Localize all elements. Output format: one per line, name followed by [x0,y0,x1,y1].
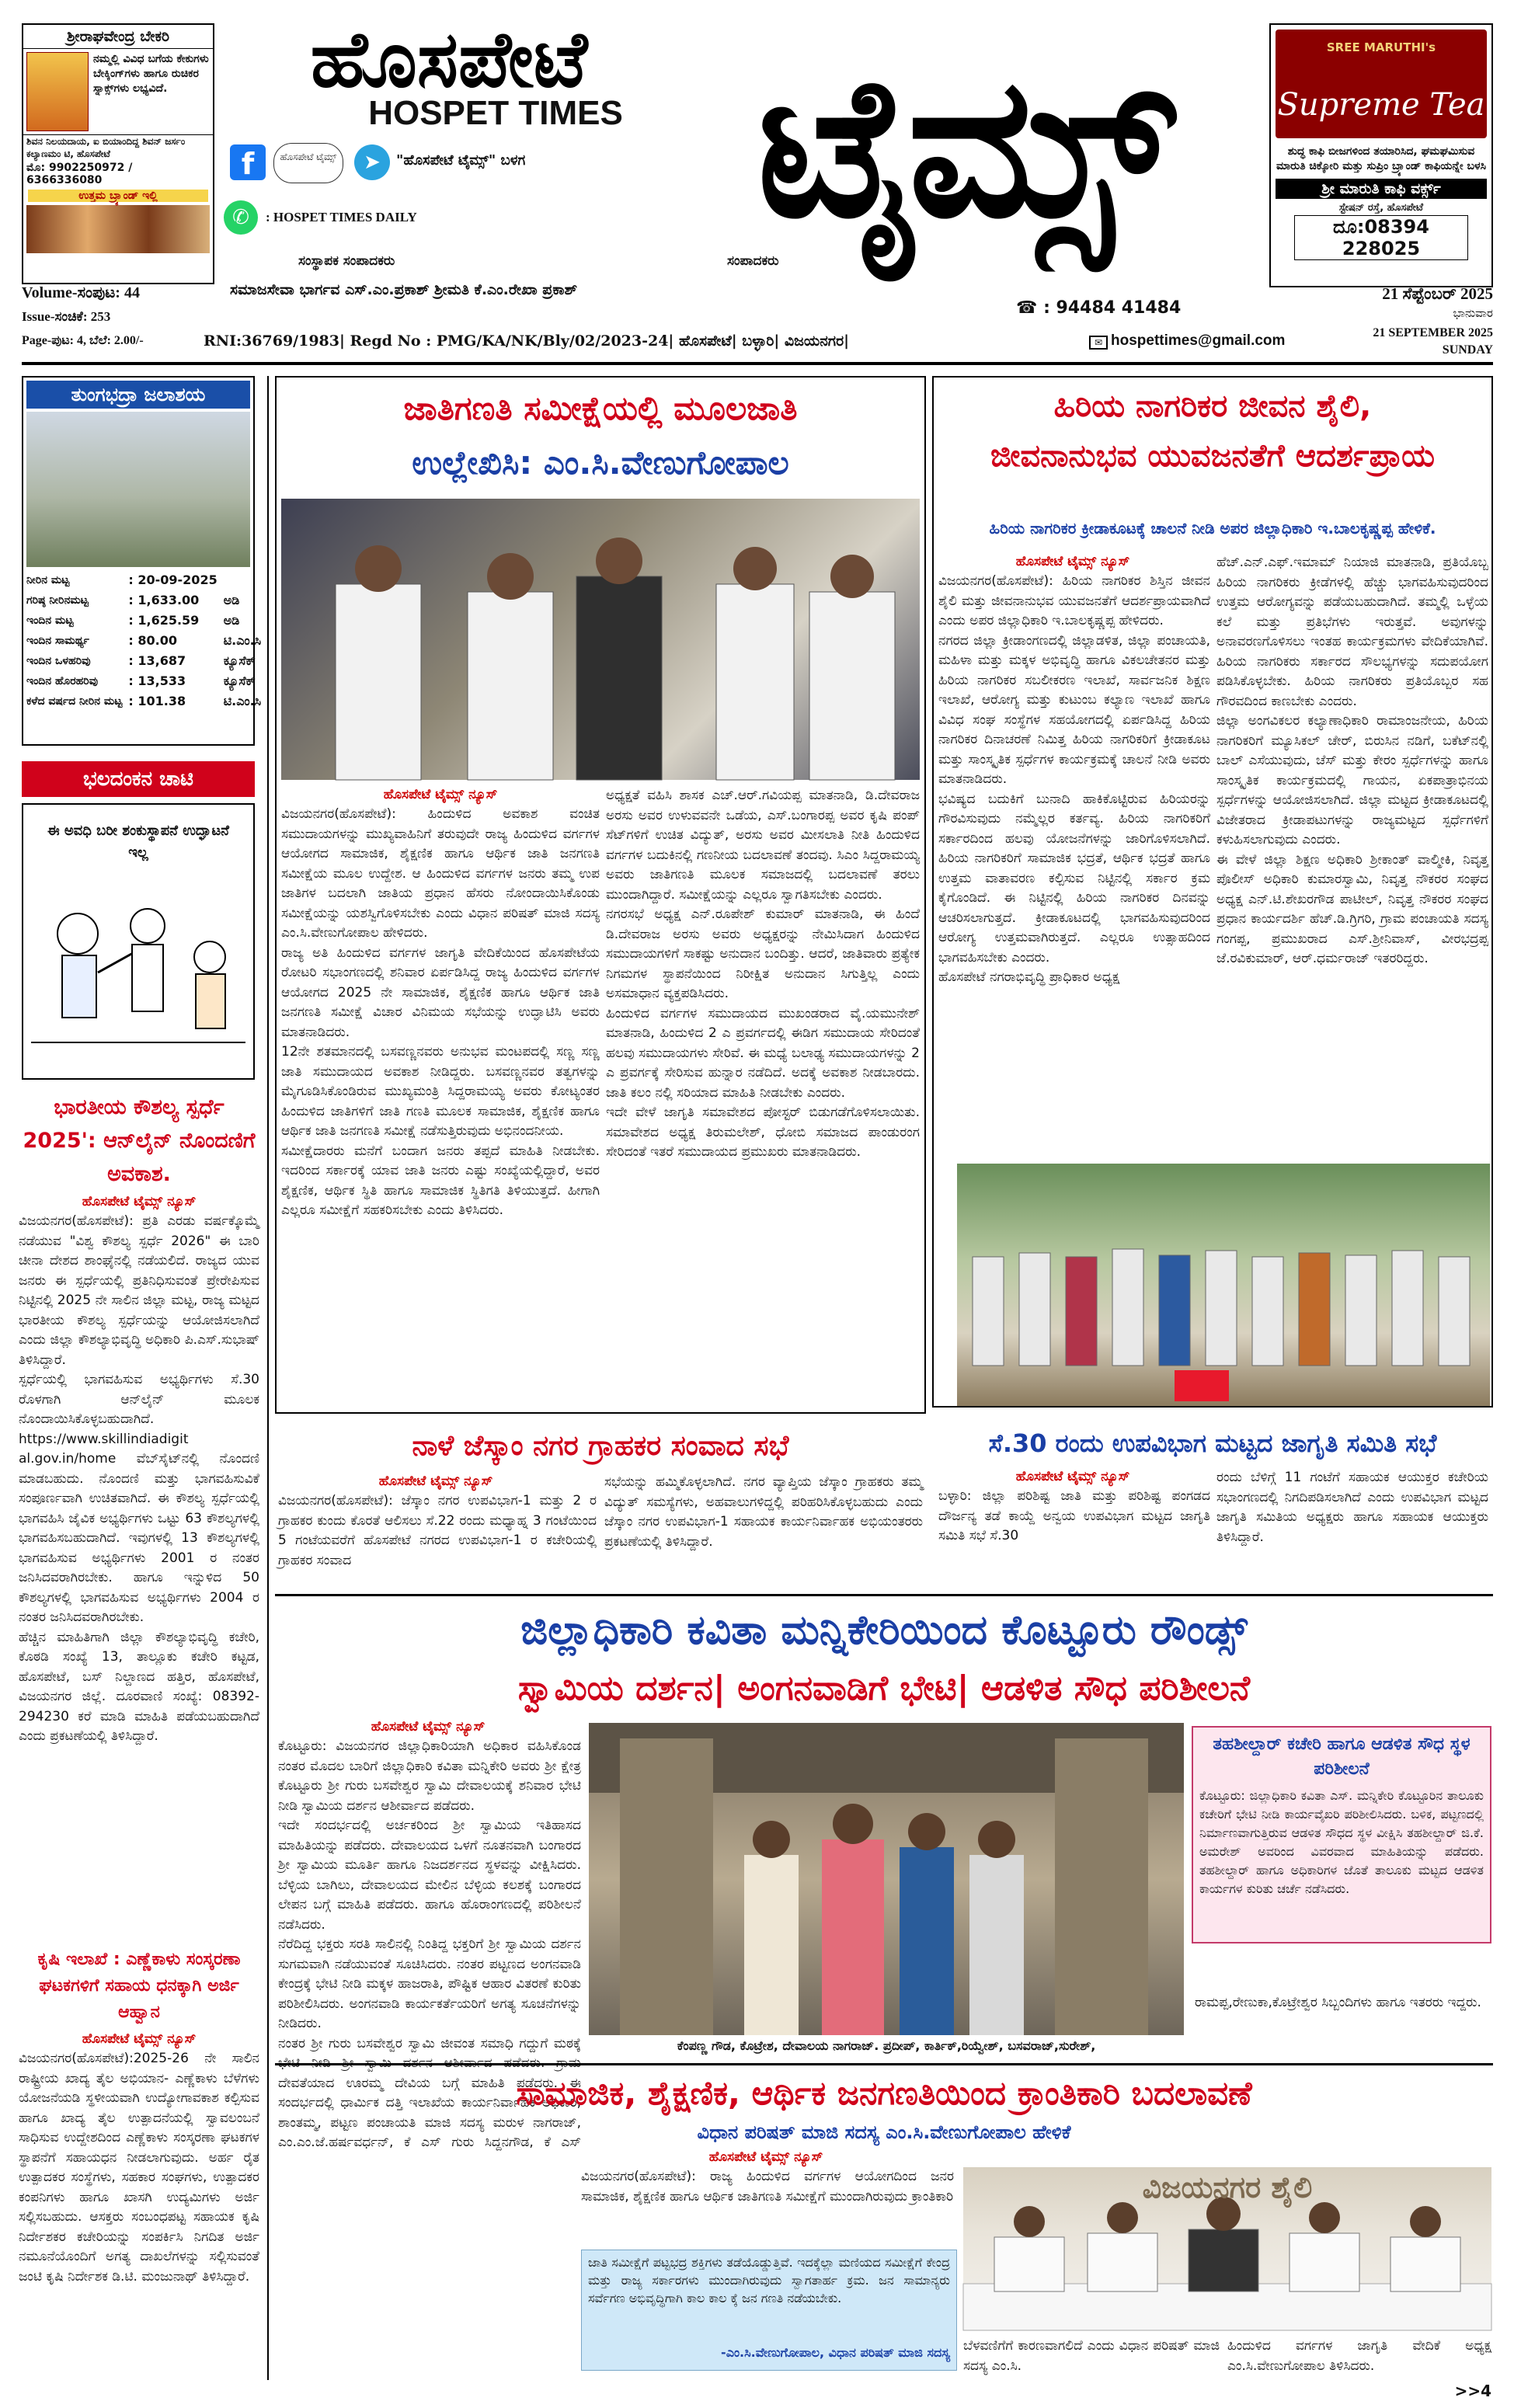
article-collector-photo [589,1723,1184,2035]
collector-top-rule [275,1594,1493,1596]
email: hospettimes@gmail.com [1111,332,1286,349]
dam-stat-value: : 1,625.59 [128,613,200,628]
article-collector-col1: ಕೊಟ್ಟೂರು: ವಿಜಯನಗರ ಜಿಲ್ಲಾಧಿಕಾರಿಯಾಗಿ ಅಧಿಕಾರ ವಹಿಸಿಕೊಂಡ ನಂತರ ಮೊದಲ ಬಾರಿಗೆ ಜಿಲ್ಲಾಧಿಕಾರಿ ಕವಿತಾ ಮನ್ನಿಕೇರಿ ಅವರು ಶ್ರೀ ಕ್ಷೇತ್ರ ಕೊಟ್ಟೂರು ಶ್ರೀ ಗುರು ಬಸವೇಶ್ವರ ಸ್ವಾಮಿ ದೇವಾಲಯಕ್ಕೆ ಶನಿವಾರ ಭೇಟಿ ನೀಡಿ ಸ್ವಾಮಿಯ ದರ್ಶನ ಆಶೀರ್ವಾದ ಪಡೆದರು. ಇದೇ ಸಂದರ್ಭದಲ್ಲಿ ಅರ್ಚಕರಿಂದ ಶ್ರೀ ಸ್ವಾಮಿಯ ಇತಿಹಾಸದ ಮಾಹಿತಿಯನ್ನು ಪಡೆದರು. ದೇವಾಲಯದ ಒಳಗೆ ನೂತನವಾಗಿ ಬಂಗಾರದ ಶ್ರೀ ಸ್ವಾಮಿಯ ಮೂರ್ತಿ ಹಾಗೂ ನಿಜದರ್ಶನದ ಸ್ಥಳವನ್ನು ವೀಕ್ಷಿಸಿದರು. ಬೆಳ್ಳಿಯ ಬಾಗಿಲು, ದೇವಾಲಯದ ಮೇಲಿನ ಬೆಳ್ಳಿಯ ಕಲಶಕ್ಕೆ ಬಂಗಾರದ ಲೇಪನ ಬಗ್ಗೆ ಮಾಹಿತಿ ಪಡೆದರು. ಹಾಗೂ ಹೊರಾಂಗಣದಲ್ಲಿ ಪರಿಶೀಲನೆ ನಡೆಸಿದರು. ನೆರೆದಿದ್ದ ಭಕ್ತರು ಸರತಿ ಸಾಲಿನಲ್ಲಿ ನಿಂತಿದ್ದ ಭಕ್ತರಿಗೆ ಶ್ರೀ ಸ್ವಾಮಿಯ ದರ್ಶನ ಸುಗಮವಾಗಿ ನಡೆಯುವಂತೆ ಸೂಚಿಸಿದರು. ನಂತರ ಪಟ್ಟಣದ ಅಂಗನವಾಡಿ ಕೇಂದ್ರಕ್ಕೆ ಭೇಟಿ ನೀಡಿ ಮಕ್ಕಳ ಹಾಜರಾತಿ, ಪೌಷ್ಟಿಕ ಆಹಾರ ವಿತರಣೆ ಕುರಿತು ಪರಿಶೀಲಿಸಿದರು. ಅಂಗನವಾಡಿ ಕಾರ್ಯಕರ್ತೆಯರಿಗೆ ಅಗತ್ಯ ಸೂಚನೆಗಳನ್ನು ನೀಡಿದರು. ನಂತರ ಶ್ರೀ ಗುರು ಬಸವೇಶ್ವರ ಸ್ವಾಮಿ ಜೀವಂತ ಸಮಾಧಿ ಗದ್ದುಗೆ ಮಠಕ್ಕೆ ದೇವತೆಯಾದ ಊರಮ್ಮ ದೇವಿಯ ಬಗ್ಗೆ ಮಾಹಿತಿ ಪಡೆದರು. ಈ ಸಂದರ್ಭದಲ್ಲಿ ಧಾರ್ಮಿಕ ದತ್ತಿ ಇಲಾಖೆಯ ಕಾರ್ಯನಿರ್ವಾಹಕ ಅಧಿಕಾರಿ, ಶಾಂತಮ್ಮ, ಪಟ್ಟಣ ಪಂಚಾಯತಿ ಮಾಜಿ ಸದಸ್ಯ ಮರುಳ ನಾಗರಾಜ್, ಎಂ.ಎಂ.ಜೆ.ಹರ್ಷವರ್ಧನ್, ಕೆ ಎಸ್ ಗುರು ಸಿದ್ದನಗೌಡ, ಕೆ ಎಸ್ [278,1738,581,2150]
dam-stat-label: ಇಂದಿನ ಹೊರಹರಿವು [26,675,99,687]
article-sep30-headline: ಸೆ.30 ರಂದು ಉಪವಿಭಾಗ ಮಟ್ಟದ ಜಾಗೃತಿ ಸಮಿತಿ ಸಭೆ [988,1428,1437,1458]
article-gescom-byline: ಹೊಸಪೇಟೆ ಟೈಮ್ಸ್ ನ್ಯೂಸ್ [378,1474,493,1489]
article-census-col2: ಬೆಳವಣಿಗೆಗೆ ಕಾರಣವಾಗಲಿದೆ ಎಂದು ವಿಧಾನ ಪರಿಷತ್ ಮಾಜಿ ಸದಸ್ಯ ಎಂ.ಸಿ. [963,2338,1220,2374]
issue: Issue-ಸಂಚಿಕೆ: 253 [22,309,111,324]
whatsapp-label: : HOSPET TIMES DAILY [266,210,417,224]
ad-right-brand-top: SREE MARUTHI's [1326,40,1436,54]
article-census-quote: ಜಾತಿ ಸಮೀಕ್ಷೆಗೆ ಪಟ್ಟಭದ್ರ ಶಕ್ತಿಗಳು ತಡೆಯೊಡ್ಡುತ್ತಿವೆ. ಇದಕ್ಕೆಲ್ಲಾ ಮಣಿಯದ ಸಮೀಕ್ಷೆಗೆ ಕೇಂದ್ರ ಮತ್ತು ರಾಜ್ಯ ಸರ್ಕಾರಗಳು ಮುಂದಾಗಿರುವುದು ಸ್ವಾಗತಾರ್ಹ ಕ್ರಮ. ಜನ ಸಾಮಾನ್ಯರು ಸರ್ವೆಗಣ ಅಭಿವೃದ್ಧಿಗಾಗಿ ಕಾಲ ಕಾಲ ಕ್ಕೆ ಜನ ಗಣತಿ ನಡೆಯಬೇಕು. [588,2255,950,2305]
dam-stat-unit: ಟಿ.ಎಂ.ಸಿ [223,633,262,648]
dam-stats-table [23,570,264,712]
ad-left-cakes-image [26,205,210,253]
dam-stat-unit: ಅಡಿ [223,593,240,607]
article-caste-headline-2: ಉಲ್ಲೇಖಿಸಿ: ಎಂ.ಸಿ.ವೇಣುಗೋಪಾಲ [412,444,789,482]
telegram-icon[interactable]: ➤ [354,144,390,180]
article-census-photo [963,2167,1491,2330]
article-collector-headline-1: ಜಿಲ್ಲಾಧಿಕಾರಿ ಕವಿತಾ ಮನ್ನಿಕೇರಿಯಿಂದ ಕೊಟ್ಟೂರು ರೌಂಡ್ಸ್ [520,1607,1248,1654]
dam-stat-label: ಇಂದಿನ ಮಟ್ಟ [26,614,74,627]
volume: Volume-ಸಂಪುಟ: 44 [22,284,140,301]
phone: ☎ : 94484 41484 [1016,298,1182,318]
dam-stat-value: : 13,687 [128,653,186,668]
collector-side-tail: ರಾಮಪ್ಪ,ರೇಣುಕಾ,ಕೊಟ್ರೇಶ್ವರ ಸಿಬ್ಬಂದಿಗಳು ಹಾಗೂ ಇತರರು ಇದ್ದರು. [1195,1995,1481,2010]
article-census-quote-author: -ಎಂ.ಸಿ.ವೇಣುಗೋಪಾಲ, ವಿಧಾನ ಪರಿಷತ್ ಮಾಜಿ ಸದಸ್ಯ [721,2345,950,2360]
article-caste-byline: ಹೊಸಪೇಟೆ ಟೈಮ್ಸ್ ನ್ಯೂಸ್ [383,787,498,802]
dam-stat-row [23,611,264,631]
dam-stat-unit [221,570,264,590]
masthead-title-english: HOSPET TIMES [368,94,623,132]
ad-left-phone: ಮೊ: 9902250972 / 6366336080 [23,160,213,188]
article-collector-photo-caption: ಕೆಂಪಣ್ಣ ಗೌಡ, ಕೊಟ್ರೇಶ, ದೇವಾಲಯ ನಾಗರಾಜ್. ಪ್ರದೀಪ್, ಕಾರ್ತಿಕ್,ರಿಯ್ವೇಶ್, ಬಸವರಾಜ್,ಸುರೇಶ್, [677,2038,1096,2053]
article-census-photo-banner: ವಿಜಯನಗರ ಶೈಲಿ [1142,2170,1313,2204]
date-kannada: 21 ಸೆಪ್ಟೆಂಬರ್ 2025 [1382,284,1493,303]
dam-title: ತುಂಗಭದ್ರಾ ಜಲಾಶಯ [26,381,250,409]
article-census-headline: ಸಾಮಾಜಿಕ, ಶೈಕ್ಷಣಿಕ, ಆರ್ಥಿಕ ಜನಗಣತಿಯಿಂದ ಕ್ರಾಂತಿಕಾರಿ ಬದಲಾವಣೆ [516,2074,1252,2112]
article-elders-byline: ಹೊಸಪೇಟೆ ಟೈಮ್ಸ್ ನ್ಯೂಸ್ [1015,554,1130,569]
whatsapp-icon[interactable]: ✆ [224,200,258,235]
ad-left-title: ಶ್ರೀರಾಘವೇಂದ್ರ ಬೇಕರಿ [23,25,213,49]
article-collector-headline-2: ಸ್ವಾಮಿಯ ದರ್ಶನ| ಅಂಗನವಾಡಿಗೆ ಭೇಟಿ| ಆಡಳಿತ ಸೌಧ ಪರಿಶೀಲನೆ [517,1669,1251,1708]
pages-price: Page-ಪುಟ: 4, ಬೆಲೆ: 2.00/- [22,334,144,347]
cartoon-caption: ಈ ಅವಧಿ ಬರೀ ಶಂಕುಸ್ಥಾಪನೆ ಉದ್ಘಾಟನೆ ಇಲ್ಲ [47,823,230,861]
dam-stat-row [23,691,264,712]
ad-left-deity-image [26,52,89,131]
article-elders-col2: ಹೆಚ್.ಎನ್.ಎಫ್.ಇಮಾಮ್ ನಿಯಾಜಿ ಮಾತನಾಡಿ, ಪ್ರತಿಯೊಬ್ಬ ಹಿರಿಯ ನಾಗರಿಕರು ಕ್ರೀಡೆಗಳಲ್ಲಿ ಹೆಚ್ಚು ಭಾಗವಹಿಸುವುದರಿಂದ ಉತ್ತಮ ಆರೋಗ್ಯವನ್ನು ಪಡೆಯಬಹುದಾಗಿದೆ. ತಮ್ಮಲ್ಲಿ ಒಳ್ಳೆಯ ಕಲೆ ಮತ್ತು ಪ್ರತಿಭೆಗಳು ಇರುತ್ತವೆ. ಅವುಗಳನ್ನು ಅನಾವರಣಗೊಳಿಸಲು ಇಂತಹ ಕಾರ್ಯಕ್ರಮಗಳು ವೇದಿಕೆಯಾಗಿವೆ. ಹಿರಿಯ ನಾಗರಿಕರು ಸರ್ಕಾರದ ಸೌಲಭ್ಯಗಳನ್ನು ಸದುಪಯೋಗ ಪಡಿಸಿಕೊಳ್ಳಬೇಕು. ಹಿರಿಯ ನಾಗರಿಕರು ಪ್ರತಿಯೊಬ್ಬರ ಸಹ ಗೌರವದಿಂದ ಕಾಣಬೇಕು ಎಂದರು. ಜಿಲ್ಲಾ ಅಂಗವಿಕಲರ ಕಲ್ಯಾಣಾಧಿಕಾರಿ ರಾಮಾಂಜನೇಯ, ಹಿರಿಯ ನಾಗರಿಕರಿಗೆ ಮ್ಯೂಸಿಕಲ್ ಚೇರ್, ಬಿರುಸಿನ ನಡಿಗೆ, ಬಕೆಟ್‌ನಲ್ಲಿ ಬಾಲ್ ಎಸೆಯುವುದು, ಚೆಸ್ ಮತ್ತು ಕೇರಂ ಸ್ಪರ್ಧೆಗಳನ್ನು ಹಾಗೂ ಸಾಂಸ್ಕೃತಿಕ ಕಾರ್ಯಕ್ರಮದಲ್ಲಿ ಗಾಯನ, ಏಕಪಾತ್ರಾಭಿನಯ ಸ್ಪರ್ಧೆಗಳನ್ನು ಆಯೋಜಿಸಲಾಗಿದೆ. ಜಿಲ್ಲಾ ಮಟ್ಟದ ಕ್ರೀಡಾಕೂಟದಲ್ಲಿ ವಿಜೇತರಾದ ಕ್ರೀಡಾಪಟುಗಳನ್ನು ರಾಜ್ಯಮಟ್ಟದ ಸ್ಪರ್ಧೆಗಳಿಗೆ ಕಳುಹಿಸಲಾಗುವುದು ಎಂದರು. ಈ ವೇಳೆ ಜಿಲ್ಲಾ ಶಿಕ್ಷಣ ಅಧಿಕಾರಿ ಶ್ರೀಕಾಂತ್ ವಾಲ್ಮೀಕಿ, ನಿವೃತ್ತ ಪೊಲೀಸ್ ಅಧಿಕಾರಿ ಕುಮಾರಸ್ವಾಮಿ, ನಿವೃತ್ತ ನೌಕರರ ಸಂಘದ ಅಧ್ಯಕ್ಷ ಎನ್.ಟಿ.ಶೇಖರಗೌಡ ಪಾಟೀಲ್, ನಿವೃತ್ತ ನೌಕರರ ಸಂಘದ ಪ್ರಧಾನ ಕಾರ್ಯದರ್ಶಿ ಹೆಚ್.ಡಿ.ಗ್ರಿಗರಿ, ಗ್ರಾಮ ಪಂಚಾಯತಿ ಸದಸ್ಯ ಗಂಗಪ್ಪ, ಪ್ರಮುಖರಾದ ಎಸ್.ಶ್ರೀನಿವಾಸ್, ವೀರಭದ್ರಪ್ಪ ಜೆ.ರವಿಕುಮಾರ್, ಆರ್.ಧರ್ಮರಾಜ್ ಇತರರಿದ್ದರು. [1216,555,1488,966]
article-census-col1: ವಿಜಯನಗರ(ಹೊಸಪೇಟೆ): ರಾಜ್ಯ ಹಿಂದುಳಿದ ವರ್ಗಗಳ ಆಯೋಗದಿಂದ ಜನರ ಸಾಮಾಜಿಕ, ಶೈಕ್ಷಣಿಕ ಹಾಗೂ ಆರ್ಥಿಕ ಜಾತಿಗಣತಿ ಸಮೀಕ್ಷೆಗೆ ಮುಂದಾಗಿರುವುದು ಕ್ರಾಂತಿಕಾರಿ [581,2169,954,2204]
left-article1-byline: ಹೊಸಪೇಟೆ ಟೈಮ್ಸ್ ನ್ಯೂಸ್ [82,1194,197,1209]
dam-stat-value: : 80.00 [128,633,177,648]
dam-stat-unit: ಅಡಿ [223,613,240,628]
dam-stat-label: ಇಂದಿನ ಸಾಮರ್ಥ್ಯ [26,635,89,647]
left-article2-body: ವಿಜಯನಗರ(ಹೊಸಪೇಟೆ):2025-26 ನೇ ಸಾಲಿನ ರಾಷ್ಟ್ರೀಯ ಖಾದ್ಯ ತೈಲ ಅಭಿಯಾನ- ಎಣ್ಣೆಕಾಳು ಬೆಳೆಗಳು ಯೋಜನೆಯಡಿ ಸ್ಥಳೀಯವಾಗಿ ಉದ್ಯೋಗಾವಕಾಶ ಕಲ್ಪಿಸುವ ಹಾಗೂ ಖಾದ್ಯ ತೈಲ ಉತ್ಪಾದನೆಯಲ್ಲಿ ಸ್ವಾವಲಂಬನೆ ಸಾಧಿಸುವ ಉದ್ದೇಶದಿಂದ ಎಣ್ಣೆಕಾಳು ಸಂಸ್ಕರಣಾ ಘಟಕಗಳ ಸ್ಥಾಪನೆಗೆ ಸಹಾಯಧನ ನೀಡಲಾಗುವುದು. ಅರ್ಹ ರೈತ ಉತ್ಪಾದಕರ ಸಂಸ್ಥೆಗಳು, ಸಹಕಾರ ಸಂಘಗಳು, ಉತ್ಪಾದಕರ ಕಂಪನಿಗಳು ಹಾಗೂ ಖಾಸಗಿ ಉದ್ಯಮಿಗಳು ಅರ್ಜಿ ಸಲ್ಲಿಸಬಹುದು. ಆಸಕ್ತರು ಸಂಬಂಧಪಟ್ಟ ಸಹಾಯಕ ಕೃಷಿ ನಿರ್ದೇಶಕರ ಕಚೇರಿಯನ್ನು ಸಂಪರ್ಕಿಸಿ ನಿಗದಿತ ಅರ್ಜಿ ನಮೂನೆಯೊಂದಿಗೆ ಅಗತ್ಯ ದಾಖಲೆಗಳನ್ನು ಸಲ್ಲಿಸುವಂತೆ ಜಂಟಿ ಕೃಷಿ ನಿರ್ದೇಶಕ ಡಿ.ಟಿ. ಮಂಜುನಾಥ್ ತಿಳಿಸಿದ್ದಾರೆ. [19,2051,259,2284]
registration: RNI:36769/1983| Regd No : PMG/KA/NK/Bly/02/2023-24| ಹೊಸಪೇಟೆ| ಬಳ್ಳಾರಿ| ವಿಜಯನಗರ| [204,332,850,350]
editor-label: ಸಂಪಾದಕರು [727,253,779,269]
collector-side-head: ತಹಶೀಲ್ದಾರ್ ಕಚೇರಿ ಹಾಗೂ ಆಡಳಿತ ಸೌಧ ಸ್ಥಳ ಪರಿಶೀಲನೆ [1213,1735,1470,1779]
article-elders-headline-1: ಹಿರಿಯ ನಾಗರಿಕರ ಜೀವನ ಶೈಲಿ, [1053,388,1372,424]
article-caste-col2: ಅಧ್ಯಕ್ಷತೆ ವಹಿಸಿ ಶಾಸಕ ಎಚ್.ಆರ್.ಗವಿಯಪ್ಪ ಮಾತನಾಡಿ, ಡಿ.ದೇವರಾಜ ಅರಸು ಅವರ ಉಳುವವನೇ ಒಡೆಯ, ಎಸ್.ಬಂಗಾರಪ್ಪ ಅವರ ಕೃಷಿ ಪಂಪ್ ಸೆಟ್‌ಗಳಿಗೆ ಉಚಿತ ವಿದ್ಯುತ್, ಅರಸು ಅವರ ಮೀಸಲಾತಿ ನೀತಿ ಹಿಂದುಳಿದ ವರ್ಗಗಳ ಬದುಕಿನಲ್ಲಿ ಗಣನೀಯ ಬದಲಾವಣೆ ತಂದವು. ಸಿಎಂ ಸಿದ್ದರಾಮಯ್ಯ ಅವರು ಜಾತಿಗಣತಿ ಮೂಲಕ ಸಮಾಜದಲ್ಲಿ ಬದಲಾವಣೆ ತರಲು ಮುಂದಾಗಿದ್ದಾರೆ. ಸಮೀಕ್ಷೆಯನ್ನು ಎಲ್ಲರೂ ಸ್ವಾಗತಿಸಬೇಕು ಎಂದರು. ನಗರಸಭೆ ಅಧ್ಯಕ್ಷ ಎನ್.ರೂಪೇಶ್ ಕುಮಾರ್ ಮಾತನಾಡಿ, ಈ ಹಿಂದೆ ಡಿ.ದೇವರಾಜ ಅರಸು ಅವರು ಅಧ್ಯಕ್ಷರನ್ನು ನೇಮಿಸಿದಾಗ ಹಿಂದುಳಿದ ಸಮುದಾಯಗಳಿಗೆ ಸಾಕಷ್ಟು ಅನುದಾನ ಬಂದಿತ್ತು. ಆದರೆ, ಜಾತಿವಾರು ಪ್ರತ್ಯೇಕ ನಿಗಮಗಳ ಸ್ಥಾಪನೆಯಿಂದ ನಿರೀಕ್ಷಿತ ಅನುದಾನ ಸಿಗುತ್ತಿಲ್ಲ ಎಂದು ಅಸಮಾಧಾನ ವ್ಯಕ್ತಪಡಿಸಿದರು. ಹಿಂದುಳಿದ ವರ್ಗಗಳ ಸಮುದಾಯದ ಮುಖಂಡರಾದ ವೈ.ಯಮುನೇಶ್ ಮಾತನಾಡಿ, ಹಿಂದುಳಿದ 2 ಎ ಪ್ರವರ್ಗದಲ್ಲಿ ಈಡಿಗ ಸಮುದಾಯ ಸೇರಿದಂತೆ ಹಲವು ಸಮುದಾಯಗಳು ಸೇರಿವೆ. ಈ ಮಧ್ಯೆ ಬಲಾಢ್ಯ ಸಮುದಾಯಗಳನ್ನು 2 ಎ ಪ್ರವರ್ಗಕ್ಕೆ ಸೇರಿಸುವ ಹುನ್ನಾರ ನಡೆದಿದೆ. ಅದಕ್ಕೆ ಅವಕಾಶ ನೀಡಬಾರದು. ಜಾತಿ ಕಲಂ ನಲ್ಲಿ ಸರಿಯಾದ ಮಾಹಿತಿ ನೀಡಬೇಕು ಎಂದರು. ಇದೇ ವೇಳೆ ಜಾಗೃತಿ ಸಮಾವೇಶದ ಪೋಸ್ಟರ್ ಬಿಡುಗಡೆಗೊಳಿಸಲಾಯಿತು. ಸಮಾವೇಶದ ಅಧ್ಯಕ್ಷ ತಿರುಮಲೇಶ್, ಧೋಬಿ ಸಮಾಜದ ಪಾಂಡುರಂಗ ಸೇರಿದಂತೆ ಇತರೆ ಸಮುದಾಯದ ಪ್ರಮುಖರು ಮಾತನಾಡಿದರು. [606,788,920,1160]
ad-right-phone: ದೂ:08394 228025 [1294,215,1468,260]
facebook-icon[interactable]: f [230,144,266,180]
dam-stat-label: ಗರಿಷ್ಠ ನೀರಿನಮಟ್ಟ [26,594,89,607]
dam-box [22,376,262,746]
dam-photo [26,412,250,567]
dam-stat-unit: ಟಿ.ಎಂ.ಸಿ [223,694,262,708]
dam-stat-unit: ಕ್ಯೂಸೆಕ್ [223,673,256,688]
article-census-quote-box [581,2250,957,2371]
article-elders-headline-2: ಜೀವನಾನುಭವ ಯುವಜನತೆಗೆ ಆದರ್ಶಪ್ರಾಯ [990,438,1435,474]
ad-left [22,23,214,284]
cartoon-illustration [23,864,253,1058]
cartoon-title: ಭಲದಂಕನ ಚಾಟಿ [22,761,255,797]
collector-side-body: ಕೊಟ್ಟೂರು: ಜಿಲ್ಲಾಧಿಕಾರಿ ಕವಿತಾ ಎಸ್. ಮನ್ನಿಕೇರಿ ಕೊಟ್ಟೂರಿನ ತಾಲೂಕು ಕಚೇರಿಗೆ ಭೇಟಿ ನೀಡಿ ಕಾರ್ಯವೈಖರಿ ಪರಿಶೀಲಿಸಿದರು. ಬಳಿಕ, ಪಟ್ಟಣದಲ್ಲಿ ನಿರ್ಮಾಣವಾಗುತ್ತಿರುವ ಆಡಳಿತ ಸೌಧದ ಸ್ಥಳ ವೀಕ್ಷಿಸಿ ತಹಶೀಲ್ದಾರ್ ಜಿ.ಕೆ. ಅಮರೇಶ್ ಅವರಿಂದ ವಿವರವಾದ ಮಾಹಿತಿಯನ್ನು ಪಡೆದರು. ತಹಶೀಲ್ದಾರ್ ಹಾಗೂ ಅಧಿಕಾರಿಗಳ ಜೊತೆ ತಾಲೂಕು ಮಟ್ಟದ ಆಡಳಿತ ಕಾರ್ಯಗಳ ಕುರಿತು ಚರ್ಚೆ ನಡೆಸಿದರು. [1199,1788,1484,1896]
dam-stat-value: : 20-09-2025 [128,572,218,587]
dam-stat-label: ಇಂದಿನ ಒಳಹರಿವು [26,655,91,667]
editors-names: ಸಮಾಜಸೇವಾ ಭಾರ್ಗವ ಎಸ್.ಎಂ.ಪ್ರಕಾಶ್ ಶ್ರೀಮತಿ ಕೆ.ಎಂ.ರೇಖಾ ಪ್ರಕಾಶ್ [230,281,578,298]
page-continue[interactable]: >>4 [1454,2382,1491,2400]
article-census-col3: ಹಿಂದುಳಿದ ವರ್ಗಗಳ ಜಾಗೃತಿ ವೇದಿಕೆ ಅಧ್ಯಕ್ಷ ಎಂ.ಸಿ.ವೇಣುಗೋಪಾಲ ತಿಳಿಸಿದರು. [1227,2338,1491,2374]
dam-stat-row [23,590,264,611]
ad-right-desc: ಶುದ್ಧ ಕಾಫಿ ಬೀಜಗಳಿಂದ ತಯಾರಿಸಿದ, ಘಮಘಮಿಸುವ ಮಾರುತಿ ಚಿಕ್ಕೋರಿ ಮತ್ತು ಸುಪ್ರಿಂ ಬ್ರ್ಯಾಂಡ್ ಕಾಫಿಯನ್ನೇ ಬಳಸಿ [1276,145,1487,172]
article-census-left-photo [278,2152,573,2377]
left-article2-byline: ಹೊಸಪೇಟೆ ಟೈಮ್ಸ್ ನ್ಯೂಸ್ [82,2031,197,2047]
cartoon-box [22,803,255,1080]
article-gescom-col1: ವಿಜಯನಗರ(ಹೊಸಪೇಟೆ): ಜೆಸ್ಕಾಂ ನಗರ ಉಪವಿಭಾಗ-1 ಮತ್ತು 2 ರ ಗ್ರಾಹಕರ ಕುಂದು ಕೊರತೆ ಆಲಿಸಲು ಸೆ.22 ರಂದು ಮಧ್ಯಾಹ್ನ 3 ಗಂಟೆಯಿಂದ 5 ಗಂಟೆಯವರೆಗೆ ಹೊಸಪೇಟೆ ನಗರದ ಉಪವಿಭಾಗ-1 ರ ಕಚೇರಿಯಲ್ಲಿ ಗ್ರಾಹಕರ ಸಂವಾದ [278,1493,597,1568]
dam-stat-value: : 1,633.00 [128,593,200,607]
article-gescom-headline: ನಾಳೆ ಜೆಸ್ಕಾಂ ನಗರ ಗ್ರಾಹಕರ ಸಂವಾದ ಸಭೆ [412,1430,789,1462]
article-sep30-byline: ಹೊಸಪೇಟೆ ಟೈಮ್ಸ್ ನ್ಯೂಸ್ [1015,1469,1130,1484]
social-facebook-label: ಹೊಸಪೇಟೆ ಟೈಮ್ಸ್ [273,143,343,183]
dam-stat-value: : 13,533 [128,673,186,688]
article-collector-byline: ಹೊಸಪೇಟೆ ಟೈಮ್ಸ್ ನ್ಯೂಸ್ [371,1719,486,1735]
collector-sidebox [1192,1726,1491,1943]
article-sep30-col1: ಬಳ್ಳಾರಿ: ಜಿಲ್ಲಾ ಪರಿಶಿಷ್ಟ ಜಾತಿ ಮತ್ತು ಪರಿಶಿಷ್ಟ ಪಂಗಡದ ದೌರ್ಜನ್ಯ ತಡೆ ಕಾಯ್ದೆ ಅನ್ವಯ ಉಪವಿಭಾಗ ಮಟ್ಟದ ಜಾಗೃತಿ ಸಮಿತಿ ಸಭೆ ಸೆ.30 [938,1488,1210,1543]
left-article1-body: ವಿಜಯನಗರ(ಹೊಸಪೇಟೆ): ಪ್ರತಿ ಎರಡು ವರ್ಷಕ್ಕೊಮ್ಮೆ ನಡೆಯುವ "ವಿಶ್ವ ಕೌಶಲ್ಯ ಸ್ಪರ್ಧೆ 2026" ಈ ಬಾರಿ ಚೀನಾ ದೇಶದ ಶಾಂಘೈನಲ್ಲಿ ನಡೆಯಲಿದೆ. ರಾಜ್ಯದ ಯುವ ಜನರು ಈ ಸ್ಪರ್ಧೆಯಲ್ಲಿ ಪ್ರತಿನಿಧಿಸುವಂತೆ ಪ್ರೇರೇಪಿಸುವ ನಿಟ್ಟಿನಲ್ಲಿ 2025 ನೇ ಸಾಲಿನ ಜಿಲ್ಲಾ ಮಟ್ಟ, ರಾಜ್ಯ ಮಟ್ಟದ ಭಾರತೀಯ ಕೌಶಲ್ಯ ಸ್ಪರ್ಧೆಯನ್ನು ಆಯೋಜಿಸಲಾಗಿದೆ ಎಂದು ಜಿಲ್ಲಾ ಕೌಶಲ್ಯಾಭಿವೃದ್ಧಿ ಅಧಿಕಾರಿ ಪಿ.ಎಸ್.ಸುಭಾಷ್ ತಿಳಿಸಿದ್ದಾರೆ. ಸ್ಪರ್ಧೆಯಲ್ಲಿ ಭಾಗವಹಿಸುವ ಅಭ್ಯರ್ಥಿಗಳು ಸೆ.30 ರೊಳಗಾಗಿ ಆನ್‌ಲೈನ್ ಮೂಲಕ ನೊಂದಾಯಿಸಿಕೊಳ್ಳಬಹುದಾಗಿದೆ. https://www.skillindiadigit al.gov.in/home ವೆಬ್‌ಸೈಟ್‌ನಲ್ಲಿ ನೊಂದಣಿ ಮಾಡಬಹುದು. ನೊಂದಣಿ ಮತ್ತು ಭಾಗವಹಿಸುವಿಕೆ ಸಂಪೂರ್ಣವಾಗಿ ಉಚಿತವಾಗಿದೆ. ಈ ಕೌಶಲ್ಯ ಸ್ಪರ್ಧೆಯಲ್ಲಿ ಭಾಗವಹಿಸಿ ಜೈವಿಕ ಅಭ್ಯರ್ಥಿಗಳು ಒಟ್ಟು 63 ಕೌಶಲ್ಯಗಳಲ್ಲಿ ಭಾಗವಹಿಸಬಹುದಾಗಿದೆ. ಇವುಗಳಲ್ಲಿ 13 ಕೌಶಲ್ಯಗಳಲ್ಲಿ ಭಾಗವಹಿಸುವ ಅಭ್ಯರ್ಥಿಗಳು 2001 ರ ನಂತರ ಜನಿಸಿದವರಾಗಿರಬೇಕು. ಹಾಗೂ ಇನ್ನುಳಿದ 50 ಕೌಶಲ್ಯಗಳಲ್ಲಿ ಭಾಗವಹಿಸುವ ಅಭ್ಯರ್ಥಿಗಳು 2004 ರ ನಂತರ ಜನಿಸಿದವರಾಗಿರಬೇಕು. ಹೆಚ್ಚಿನ ಮಾಹಿತಿಗಾಗಿ ಜಿಲ್ಲಾ ಕೌಶಲ್ಯಾಭಿವೃದ್ಧಿ ಕಚೇರಿ, ಕೊಠಡಿ ಸಂಖ್ಯೆ 13, ತಾಲ್ಲೂಕು ಕಚೇರಿ ಕಟ್ಟಡ, ಹೊಸಪೇಟೆ, ಬಸ್ ನಿಲ್ದಾಣದ ಹತ್ತಿರ, ಹೊಸಪೇಟೆ, ವಿಜಯನಗರ ಜಿಲ್ಲೆ. ದೂರವಾಣಿ ಸಂಖ್ಯೆ: 08392-294230 ಕರೆ ಮಾಡಿ ಮಾಹಿತಿ ಪಡೆಯಬಹುದಾಗಿದೆ ಎಂದು ಪ್ರಕಟಣೆಯಲ್ಲಿ ತಿಳಿಸಿದ್ದಾರೆ. [19,1213,259,1744]
date-english: 21 SEPTEMBER 2025 [1373,326,1493,339]
article-caste-col1: ವಿಜಯನಗರ(ಹೊಸಪೇಟೆ): ಹಿಂದುಳಿದ ಅವಕಾಶ ವಂಚಿತ ಸಮುದಾಯಗಳನ್ನು ಮುಖ್ಯವಾಹಿನಿಗೆ ತರುವುದೇ ರಾಜ್ಯ ಹಿಂದುಳಿದ ವರ್ಗಗಳ ಆಯೋಗದ ಸಾಮಾಜಿಕ, ಶೈಕ್ಷಣಿಕ ಹಾಗೂ ಆರ್ಥಿಕ ಜಾತಿ ಜನಗಣತಿ ಸಮೀಕ್ಷೆಯ ಮೂಲ ಉದ್ದೇಶ. ಆ ಹಿಂದುಳಿದ ವರ್ಗಗಳ ಜನರು ತಮ್ಮ ಉಪ ಜಾತಿಗಳ ಬದಲಾಗಿ ಜಾತಿಯ ಪ್ರಧಾನ ಹೆಸರು ನೋಂದಾಯಿಸಿಕೊಂಡು ಸಮೀಕ್ಷೆಯನ್ನು ಯಶಸ್ವಿಗೊಳಿಸಬೇಕು ಎಂದು ವಿಧಾನ ಪರಿಷತ್ ಮಾಜಿ ಸದಸ್ಯ ಎಂ.ಸಿ.ವೇಣುಗೋಪಾಲ ಹೇಳಿದರು. ರಾಜ್ಯ ಅತಿ ಹಿಂದುಳಿದ ವರ್ಗಗಳ ಜಾಗೃತಿ ವೇದಿಕೆಯಿಂದ ಹೊಸಪೇಟೆಯ ರೋಟರಿ ಸಭಾಂಗಣದಲ್ಲಿ ಶನಿವಾರ ಏರ್ಪಡಿಸಿದ್ದ ರಾಜ್ಯ ಹಿಂದುಳಿದ ವರ್ಗಗಳ ಆಯೋಗದ 2025 ನೇ ಸಾಮಾಜಿಕ, ಶೈಕ್ಷಣಿಕ ಹಾಗೂ ಆರ್ಥಿಕ ಜಾತಿ ಜನಗಣತಿ ಸಮೀಕ್ಷೆ ವಿಚಾರ ವಿನಿಮಯ ಸಭೆಯನ್ನು ಉದ್ಘಾಟಿಸಿ ಅವರು ಮಾತನಾಡಿದರು. 12ನೇ ಶತಮಾನದಲ್ಲಿ ಬಸವಣ್ಣನವರು ಅನುಭವ ಮಂಟಪದಲ್ಲಿ ಸಣ್ಣ ಸಣ್ಣ ಜಾತಿ ಸಮುದಾಯದ ಅವಕಾಶ ನೀಡಿದ್ದರು. ಬಸವಣ್ಣನವರ ತತ್ವಗಳನ್ನು ಮೈಗೂಡಿಸಿಕೊಂಡಿರುವ ಮುಖ್ಯಮಂತ್ರಿ ಸಿದ್ದರಾಮಯ್ಯ ಅವರು ಕೋಟ್ಯಂತರ ಹಿಂದುಳಿದ ಜಾತಿಗಳಿಗೆ ಜಾತಿ ಗಣತಿ ಮೂಲಕ ಸಾಮಾಜಿಕ, ಶೈಕ್ಷಣಿಕ ಹಾಗೂ ಆರ್ಥಿಕ ಜಾತಿ ಜನಗಣತಿ ಸಮೀಕ್ಷೆ ನಡೆಸುತ್ತಿರುವುದು ಅಭಿನಂದನೀಯ. ಸಮೀಕ್ಷೆದಾರರು ಮನೆಗೆ ಬಂದಾಗ ಜನರು ತಪ್ಪದೆ ಮಾಹಿತಿ ನೀಡಬೇಕು. ಇದರಿಂದ ಸರ್ಕಾರಕ್ಕೆ ಯಾವ ಜಾತಿ ಜನರು ಎಷ್ಟು ಸಂಖ್ಯೆಯಲ್ಲಿದ್ದಾರೆ, ಅವರ ಶೈಕ್ಷಣಿಕ, ಆರ್ಥಿಕ ಸ್ಥಿತಿ ಹಾಗೂ ಸಾಮಾಜಿಕ ಸ್ಥಿತಿಗತಿ ತಿಳಿಯುತ್ತದೆ. ಹೀಗಾಗಿ ಎಲ್ಲರೂ ಸಮೀಕ್ಷೆಗೆ ಸಹಕರಿಸಬೇಕು ಎಂದು ತಿಳಿಸಿದರು. [281,806,600,1218]
dam-stat-row [23,651,264,671]
editor-in-chief-label: ಸಂಸ್ಥಾಪಕ ಸಂಪಾದಕರು [298,253,395,269]
ad-right [1269,23,1493,287]
email-icon: ✉ [1089,336,1108,350]
left-column-divider [267,376,269,2380]
article-census-byline: ಹೊಸಪೇಟೆ ಟೈಮ್ಸ್ ನ್ಯೂಸ್ [708,2149,823,2165]
dam-stat-value: : 101.38 [128,694,186,708]
ad-right-address: ಸ್ಟೇಷನ್ ರಸ್ತೆ, ಹೊಸಪೇಟೆ [1338,202,1424,214]
dam-stat-row [23,631,264,651]
article-elders-subhead: ಹಿರಿಯ ನಾಗರಿಕರ ಕ್ರೀಡಾಕೂಟಕ್ಕೆ ಚಾಲನೆ ನೀಡಿ ಅಪರ ಜಿಲ್ಲಾಧಿಕಾರಿ ಇ.ಬಾಲಕೃಷ್ಣಪ್ಪ ಹೇಳಿಕೆ. [989,519,1436,538]
ad-right-brand: Supreme Tea [1277,87,1485,123]
article-gescom-col2: ಸಭೆಯನ್ನು ಹಮ್ಮಿಕೊಳ್ಳಲಾಗಿದೆ. ನಗರ ವ್ಯಾಪ್ತಿಯ ಜೆಸ್ಕಾಂ ಗ್ರಾಹಕರು ತಮ್ಮ ವಿದ್ಯುತ್ ಸಮಸ್ಯೆಗಳು, ಅಹವಾಲುಗಳಿದ್ದಲ್ಲಿ ಪರಿಹರಿಸಿಕೊಳ್ಳಬಹುದು ಎಂದು ಜೆಸ್ಕಾಂ ನಗರ ಉಪವಿಭಾಗ-1 ಸಹಾಯಕ ಕಾರ್ಯನಿರ್ವಾಹಕ ಅಭಿಯಂತರರು ಪ್ರಕಟಣೆಯಲ್ಲಿ ತಿಳಿಸಿದ್ದಾರೆ. [604,1474,923,1550]
ad-left-footer: ಉತ್ತಮ ಬ್ರ್ಯಾಂಡ್ ಇಲ್ಲಿ [28,190,208,202]
dam-stat-row [23,671,264,691]
article-sep30-col2: ರಂದು ಬೆಳಿಗ್ಗೆ 11 ಗಂಟೆಗೆ ಸಹಾಯಕ ಆಯುಕ್ತರ ಕಚೇರಿಯ ಸಭಾಂಗಣದಲ್ಲಿ ನಿಗದಿಪಡಿಸಲಾಗಿದೆ ಎಂದು ಉಪವಿಭಾಗ ಮಟ್ಟದ ಜಾಗೃತಿ ಸಮಿತಿಯ ಅಧ್ಯಕ್ಷರು ಹಾಗೂ ಸಹಾಯಕ ಆಯುಕ್ತರು ತಿಳಿಸಿದ್ದಾರೆ. [1216,1470,1488,1545]
ad-left-address: ಶಿವನ ನಿಲಯದಾಯ, ಐ ಬಿಯಾಂದಿದ್ದ ಶಿವನ್ ಜರ್ಸಂ ಕಲ್ಯಾಣಮಂ ಟಿ, ಹೊಸಪೇಟೆ [23,134,213,160]
dam-stat-unit: ಕ್ಯೂಸೆಕ್ [223,653,256,668]
ad-right-shop: ಶ್ರೀ ಮಾರುತಿ ಕಾಫಿ ವರ್ಕ್ಸ್ [1276,179,1487,199]
social-telegram-label: "ಹೊಸಪೇಟೆ ಟೈಮ್ಸ್" ಬಳಗ [396,152,526,169]
dam-stat-row [23,570,264,590]
article-elders-col1: ವಿಜಯನಗರ(ಹೊಸಪೇಟೆ): ಹಿರಿಯ ನಾಗರಿಕರ ಶಿಸ್ತಿನ ಜೀವನ ಶೈಲಿ ಮತ್ತು ಜೀವನಾನುಭವ ಯುವಜನತೆಗೆ ಆದರ್ಶಪ್ರಾಯವಾಗಿದೆ ಎಂದು ಅಪರ ಜಿಲ್ಲಾಧಿಕಾರಿ ಇ.ಬಾಲಕೃಷ್ಣಪ್ಪ ಹೇಳಿದರು. ನಗರದ ಜಿಲ್ಲಾ ಕ್ರೀಡಾಂಗಣದಲ್ಲಿ ಜಿಲ್ಲಾಡಳಿತ, ಜಿಲ್ಲಾ ಪಂಚಾಯತಿ, ಮಹಿಳಾ ಮತ್ತು ಮಕ್ಕಳ ಅಭಿವೃದ್ಧಿ ಹಾಗೂ ವಿಕಲಚೇತನರ ಮತ್ತು ಹಿರಿಯ ನಾಗರಿಕರ ಸಬಲೀಕರಣ ಇಲಾಖೆ, ಸಾರ್ವಜನಿಕ ಶಿಕ್ಷಣ ಇಲಾಖೆ, ಆರೋಗ್ಯ ಮತ್ತು ಕುಟುಂಬ ಕಲ್ಯಾಣ ಇಲಾಖೆ ಹಾಗೂ ವಿವಿಧ ಸಂಘ ಸಂಸ್ಥೆಗಳ ಸಹಯೋಗದಲ್ಲಿ ಏರ್ಪಡಿಸಿದ್ದ ಹಿರಿಯ ನಾಗರಿಕರ ದಿನಾಚರಣೆ ನಿಮಿತ್ತ ಹಿರಿಯ ನಾಗರಿಕರಿಗೆ ಕ್ರೀಡಾಕೂಟ ಮತ್ತು ಸಾಂಸ್ಕೃತಿಕ ಸ್ಪರ್ಧೆಗಳ ಕಾರ್ಯಕ್ರಮಕ್ಕೆ ಚಾಲನೆ ನೀಡಿ ಅವರು ಮಾತನಾಡಿದರು. ಭವಿಷ್ಯದ ಬದುಕಿಗೆ ಬುನಾದಿ ಹಾಕಿಕೊಟ್ಟಿರುವ ಹಿರಿಯರನ್ನು ಗೌರವಿಸುವುದು ನಮ್ಮೆಲ್ಲರ ಕರ್ತವ್ಯ. ಹಿರಿಯ ನಾಗರಿಕರಿಗೆ ಸರ್ಕಾರದಿಂದ ಹಲವು ಯೋಜನೆಗಳನ್ನು ಜಾರಿಗೊಳಿಸಲಾಗಿದೆ. ಹಿರಿಯ ನಾಗರಿಕರಿಗೆ ಸಾಮಾಜಿಕ ಭದ್ರತೆ, ಆರ್ಥಿಕ ಭದ್ರತೆ ಹಾಗೂ ಉತ್ತಮ ವಾತಾವರಣ ಕಲ್ಪಿಸುವ ನಿಟ್ಟಿನಲ್ಲಿ ಸರ್ಕಾರ ಕ್ರಮ ಕೈಗೊಂಡಿದೆ. ಈ ನಿಟ್ಟಿನಲ್ಲಿ ಹಿರಿಯ ನಾಗರಿಕರ ದಿನವನ್ನು ಆಚರಿಸಲಾಗುತ್ತದೆ. ಕ್ರೀಡಾಕೂಟದಲ್ಲಿ ಭಾಗವಹಿಸುವುದರಿಂದ ಆರೋಗ್ಯ ಉತ್ತಮವಾಗಿರುತ್ತದೆ. ಎಲ್ಲರೂ ಉತ್ಸಾಹದಿಂದ ಭಾಗವಹಿಸಬೇಕು ಎಂದರು. ಹೊಸಪೇಟೆ ನಗರಾಭಿವೃದ್ಧಿ ಪ್ರಾಧಿಕಾರ ಅಧ್ಯಕ್ಷ [938,573,1210,985]
left-article1-headline: ಭಾರತೀಯ ಕೌಶಲ್ಯ ಸ್ಪರ್ಧೆ 2025': ಆನ್‌ಲೈನ್ ನೊಂದಣಿಗೆ ಅವಕಾಶ. [23,1095,256,1186]
ad-left-desc: ನಮ್ಮಲ್ಲಿ ವಿವಿಧ ಬಗೆಯ ಕೇಕುಗಳು ಬೇಕ್ಕಿಂಗ್‌ಗಳು ಹಾಗೂ ರುಚಿಕರ ಸ್ನಾಕ್ಸ್‌ಗಳು ಲಭ್ಯವಿದೆ. [93,53,209,95]
day-kannada: ಭಾನುವಾರ [1453,306,1493,320]
masthead-title-kannada: ಹೊಸಪೇಟೆ [310,14,588,105]
article-caste-photo [281,499,920,780]
article-elders-photo [957,1164,1490,1406]
masthead-title-times: ಟೈಮ್ಸ್ [757,34,1170,260]
dam-stat-label: ನೀರಿನ ಮಟ್ಟ [26,574,70,586]
left-article2-headline: ಕೃಷಿ ಇಲಾಖೆ : ಎಣ್ಣೆಕಾಳು ಸಂಸ್ಕರಣಾ ಘಟಕಗಳಿಗೆ ಸಹಾಯ ಧನಕ್ಕಾಗಿ ಅರ್ಜಿ ಆಹ್ವಾನ [37,1950,241,2022]
day-english: SUNDAY [1442,343,1493,357]
masthead-rule [22,362,1493,365]
census-top-rule [275,2063,1493,2065]
article-caste-headline-1: ಜಾತಿಗಣತಿ ಸಮೀಕ್ಷೆಯಲ್ಲಿ ಮೂಲಜಾತಿ [403,389,798,427]
article-census-subhead: ವಿಧಾನ ಪರಿಷತ್ ಮಾಜಿ ಸದಸ್ಯ ಎಂ.ಸಿ.ವೇಣುಗೋಪಾಲ ಹೇಳಿಕೆ [697,2121,1071,2143]
dam-stat-label: ಕಳೆದ ವರ್ಷದ ನೀರಿನ ಮಟ್ಟ [26,695,123,708]
